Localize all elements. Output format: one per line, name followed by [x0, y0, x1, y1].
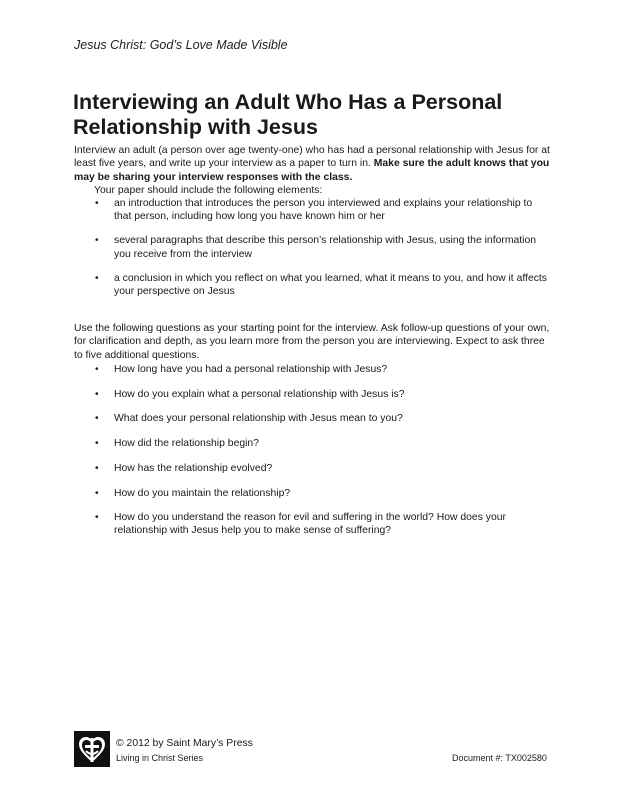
list-item-text: a conclusion in which you reflect on what you learned, what it means to you, and how it affects your perspective on Jesus — [114, 272, 547, 298]
question-item — [94, 363, 552, 376]
saint-marys-press-logo-icon — [74, 731, 110, 767]
bullet-icon: • — [95, 388, 99, 400]
bullet-icon: • — [95, 413, 99, 425]
questions-list — [94, 363, 552, 549]
intro-paragraph — [74, 144, 552, 184]
copyright-text: © 2012 by Saint Mary’s Press — [116, 738, 253, 749]
question-text: How has the relationship evolved? — [114, 462, 273, 474]
list-item — [94, 272, 552, 298]
intro-bold-note: Make sure the adult knows that you may be sharing your interview responses with the class. — [74, 158, 550, 183]
question-item — [94, 412, 552, 425]
question-text: How do you understand the reason for evil and suffering in the world? How does your relationship with Jesus help you to make sense of suffering? — [114, 512, 506, 537]
bullet-icon: • — [95, 272, 99, 284]
bullet-icon: • — [95, 235, 99, 247]
page-title: Interviewing an Adult Who Has a Personal Relationship with Jesus — [73, 90, 503, 139]
running-header: Jesus Christ: God’s Love Made Visible — [74, 38, 288, 52]
list-item — [94, 197, 552, 223]
question-item — [94, 511, 552, 537]
question-item — [94, 462, 552, 475]
question-item — [94, 437, 552, 450]
bullet-icon: • — [95, 512, 99, 524]
series-name: Living in Christ Series — [116, 753, 204, 763]
list-item — [94, 234, 552, 260]
list-item-text: an introduction that introduces the person you interviewed and explains your relationship to that person, including how long you have known him or her — [114, 198, 533, 223]
list-item-text: several paragraphs that describe this person’s relationship with Jesus, using the information you receive from the interview — [114, 235, 537, 260]
question-text: What does your personal relationship with Jesus mean to you? — [114, 413, 403, 425]
document-number: Document #: TX002580 — [452, 753, 547, 763]
bullet-icon: • — [95, 487, 99, 499]
question-item — [94, 388, 552, 401]
question-text: How do you explain what a personal relationship with Jesus is? — [114, 388, 405, 400]
bullet-icon: • — [95, 462, 99, 474]
question-text: How long have you had a personal relationship with Jesus? — [114, 364, 388, 375]
bullet-icon: • — [95, 364, 99, 375]
question-text: How did the relationship begin? — [114, 438, 259, 450]
elements-lead-text: Your paper should include the following elements: — [94, 185, 323, 196]
bullet-icon: • — [95, 438, 99, 450]
intro-text: Interview an adult (a person over age twenty-one) who has had a personal relationship with Jesus for at least five years, and write up your interview as a paper to turn in. — [74, 145, 550, 170]
question-item — [94, 487, 552, 500]
elements-list — [94, 197, 552, 309]
question-text: How do you maintain the relationship? — [114, 487, 291, 499]
questions-intro-paragraph: Use the following questions as your starting point for the interview. Ask follow-up questions of your own, for clarification and depth, as you learn more from the person you are interviewing. Expect to ask three to five additional questions. — [74, 323, 550, 361]
bullet-icon: • — [95, 198, 99, 209]
